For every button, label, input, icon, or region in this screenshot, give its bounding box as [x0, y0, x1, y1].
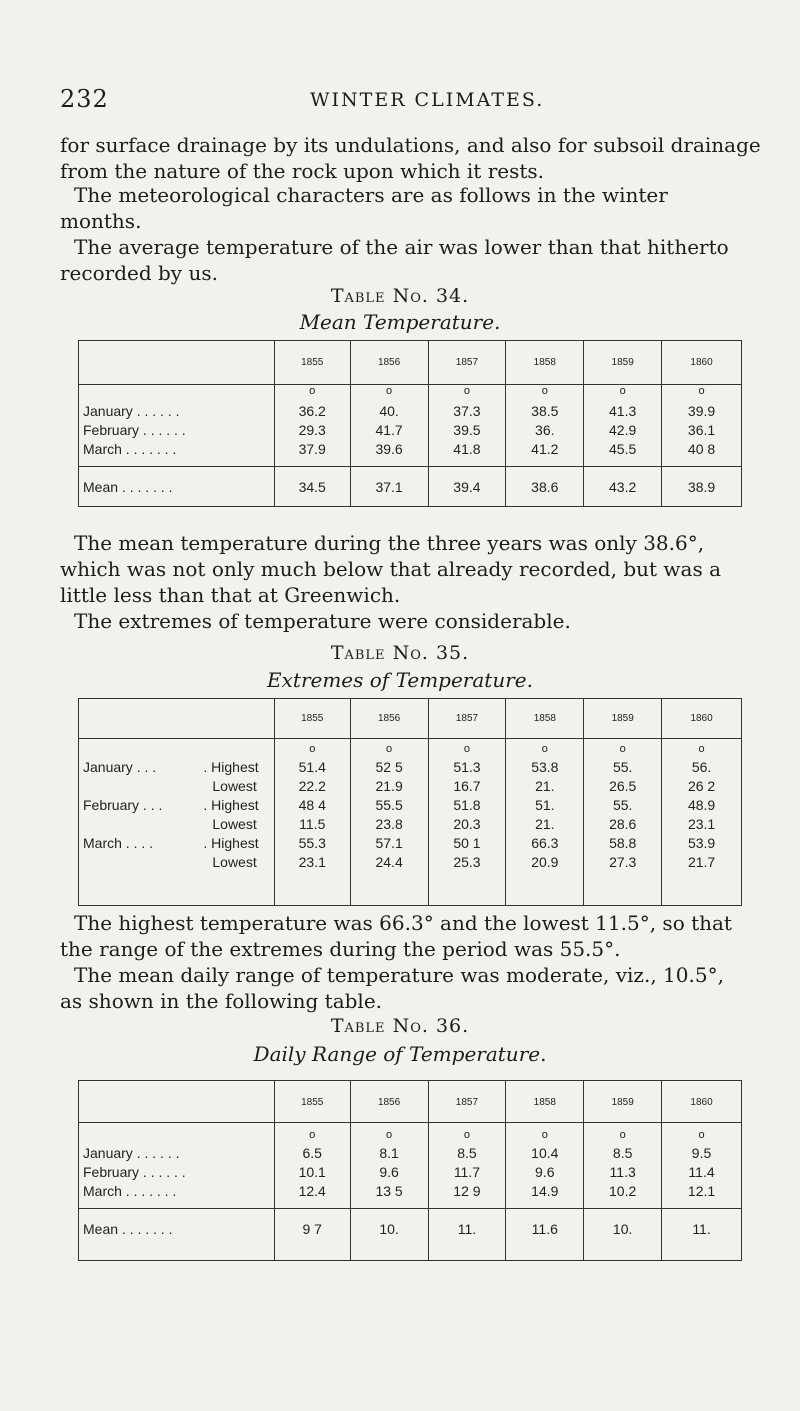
cell-value: 53.8 — [506, 759, 584, 778]
running-title: WINTER CLIMATES. — [310, 89, 545, 111]
table-row — [79, 797, 742, 816]
cell-value: 55. — [584, 759, 662, 778]
row-kind: Lowest — [203, 816, 274, 835]
cell-value: 38.9 — [662, 467, 742, 507]
cell-value: 11.6 — [506, 1209, 584, 1261]
cell-value: 51. — [506, 797, 584, 816]
row-month: January . . . — [79, 759, 204, 778]
cell-value: 56. — [662, 759, 742, 778]
cell-value: 12 9 — [428, 1183, 506, 1209]
text-line: The mean daily range of temperature was moderate, viz., 10.5°, — [74, 963, 724, 987]
row-label: February . . . . . . — [79, 422, 275, 441]
table-36-subtitle: Daily Range of Temperature. — [253, 1042, 547, 1066]
paragraph-highest-lowest — [60, 910, 740, 962]
cell-value: 6.5 — [274, 1145, 350, 1164]
text-line: The extremes of temperature were considerable. — [74, 609, 571, 633]
cell-value: 51.4 — [274, 759, 350, 778]
row-kind: . Highest — [203, 797, 274, 816]
cell-value: 42.9 — [584, 422, 662, 441]
cell-value: 41.3 — [584, 403, 662, 422]
year-header: 1858 — [506, 699, 584, 739]
row-kind: Lowest — [203, 854, 274, 906]
paragraph-average — [60, 234, 740, 286]
cell-value: 11.4 — [662, 1164, 742, 1183]
cell-value: 39.4 — [428, 467, 506, 507]
header-corner — [203, 699, 274, 739]
cell-value: 26.5 — [584, 778, 662, 797]
cell-value: 11.3 — [584, 1164, 662, 1183]
paragraph-drainage — [60, 132, 761, 184]
paragraph-daily-range — [60, 962, 740, 1014]
text-line: recorded by us. — [60, 261, 218, 285]
cell-value: 51.3 — [428, 759, 506, 778]
year-header: 1857 — [428, 699, 506, 739]
text-line: The highest temperature was 66.3° and the lowest 11.5°, so that — [74, 911, 732, 935]
cell-value: 45.5 — [584, 441, 662, 467]
cell-value: 11.5 — [274, 816, 350, 835]
cell-value: 40 8 — [662, 441, 742, 467]
row-label: March . . . . . . . — [79, 1183, 275, 1209]
cell-value: 39.6 — [350, 441, 428, 467]
table-header-row — [79, 699, 742, 739]
cell-value: 43.2 — [584, 467, 662, 507]
table-35-title: Table No. 35. — [330, 642, 470, 664]
table-row — [79, 1183, 742, 1209]
degree-mark: o — [350, 739, 428, 759]
cell-value: 10. — [584, 1209, 662, 1261]
cell-value: 41.8 — [428, 441, 506, 467]
cell-value: 41.2 — [506, 441, 584, 467]
cell-value: 37.1 — [350, 467, 428, 507]
table-row — [79, 854, 742, 906]
paragraph-mean-temperature — [60, 530, 740, 608]
cell-value: 48 4 — [274, 797, 350, 816]
cell-value: 21.7 — [662, 854, 742, 906]
cell-value: 39.5 — [428, 422, 506, 441]
row-month: February . . . — [79, 797, 204, 816]
degree-mark: o — [274, 385, 350, 403]
year-header: 1860 — [662, 1081, 742, 1123]
cell-value: 55.3 — [274, 835, 350, 854]
cell-value: 37.9 — [274, 441, 350, 467]
cell-value: 10.4 — [506, 1145, 584, 1164]
degree-mark: o — [662, 739, 742, 759]
table-35-extremes-temperature — [78, 698, 742, 906]
cell-value: 8.5 — [428, 1145, 506, 1164]
degree-row — [79, 739, 742, 759]
year-header: 1855 — [274, 341, 350, 385]
row-month — [79, 816, 204, 835]
year-header: 1855 — [274, 1081, 350, 1123]
row-label: February . . . . . . — [79, 1164, 275, 1183]
header-corner — [79, 341, 275, 385]
table-row — [79, 835, 742, 854]
cell-value: 23.1 — [274, 854, 350, 906]
cell-value: 21. — [506, 778, 584, 797]
cell-value: 21.9 — [350, 778, 428, 797]
year-header: 1856 — [350, 341, 428, 385]
row-kind: Lowest — [203, 778, 274, 797]
degree-mark: o — [350, 1123, 428, 1145]
degree-mark: o — [428, 739, 506, 759]
year-header: 1855 — [274, 699, 350, 739]
cell-value: 9 7 — [274, 1209, 350, 1261]
cell-value: 20.3 — [428, 816, 506, 835]
cell-value: 22.2 — [274, 778, 350, 797]
degree-mark: o — [506, 385, 584, 403]
table-row — [79, 441, 742, 467]
cell-value: 24.4 — [350, 854, 428, 906]
cell-value: 12.1 — [662, 1183, 742, 1209]
table-row — [79, 778, 742, 797]
degree-mark: o — [274, 1123, 350, 1145]
cell-value: 11.7 — [428, 1164, 506, 1183]
row-label: March . . . . . . . — [79, 441, 275, 467]
year-header: 1856 — [350, 699, 428, 739]
degree-mark: o — [584, 1123, 662, 1145]
row-kind: . Highest — [203, 759, 274, 778]
table-header-row — [79, 1081, 742, 1123]
degree-mark: o — [428, 1123, 506, 1145]
page-number: 232 — [60, 85, 109, 113]
cell-value: 29.3 — [274, 422, 350, 441]
table-row — [79, 422, 742, 441]
table-36-title: Table No. 36. — [330, 1015, 470, 1037]
cell-value: 51.8 — [428, 797, 506, 816]
degree-row — [79, 1123, 742, 1145]
row-month: March . . . . — [79, 835, 204, 854]
cell-value: 52 5 — [350, 759, 428, 778]
degree-mark: o — [662, 1123, 742, 1145]
paragraph-meteorological — [60, 182, 740, 234]
year-header: 1860 — [662, 699, 742, 739]
degree-mark: o — [506, 1123, 584, 1145]
year-header: 1858 — [506, 1081, 584, 1123]
cell-value: 11. — [662, 1209, 742, 1261]
degree-mark: o — [584, 385, 662, 403]
cell-value: 58.8 — [584, 835, 662, 854]
cell-value: 11. — [428, 1209, 506, 1261]
cell-value: 20.9 — [506, 854, 584, 906]
table-34-mean-temperature — [78, 340, 742, 507]
cell-value: 34.5 — [274, 467, 350, 507]
row-label: Mean . . . . . . . — [79, 467, 275, 507]
header-corner — [79, 699, 204, 739]
cell-value: 9.6 — [350, 1164, 428, 1183]
row-label: January . . . . . . — [79, 403, 275, 422]
table-row — [79, 1164, 742, 1183]
table-row — [79, 1145, 742, 1164]
cell-value: 39.9 — [662, 403, 742, 422]
cell-value: 37.3 — [428, 403, 506, 422]
text-line: months. — [60, 209, 142, 233]
row-kind: . Highest — [203, 835, 274, 854]
cell-value: 8.5 — [584, 1145, 662, 1164]
table-34-title: Table No. 34. — [330, 285, 470, 307]
cell-value: 8.1 — [350, 1145, 428, 1164]
cell-value: 12.4 — [274, 1183, 350, 1209]
year-header: 1860 — [662, 341, 742, 385]
cell-value: 40. — [350, 403, 428, 422]
table-row — [79, 403, 742, 422]
text-line: from the nature of the rock upon which it rests. — [60, 159, 545, 183]
cell-value: 55. — [584, 797, 662, 816]
text-line: The mean temperature during the three years was only 38.6°, — [74, 531, 705, 555]
header-corner — [79, 1081, 275, 1123]
cell-value: 41.7 — [350, 422, 428, 441]
cell-value: 13 5 — [350, 1183, 428, 1209]
cell-value: 27.3 — [584, 854, 662, 906]
text-line: for surface drainage by its undulations, and also for subsoil drainage — [60, 133, 761, 157]
table-34-subtitle: Mean Temperature. — [299, 310, 501, 334]
row-label: Mean . . . . . . . — [79, 1209, 275, 1261]
degree-mark: o — [428, 385, 506, 403]
year-header: 1858 — [506, 341, 584, 385]
row-month — [79, 854, 204, 906]
cell-value: 23.1 — [662, 816, 742, 835]
text-line: The meteorological characters are as follows in the winter — [74, 183, 668, 207]
degree-mark: o — [274, 739, 350, 759]
year-header: 1859 — [584, 699, 662, 739]
cell-value: 53.9 — [662, 835, 742, 854]
running-head — [0, 85, 800, 115]
degree-mark: o — [350, 385, 428, 403]
year-header: 1859 — [584, 1081, 662, 1123]
row-month — [79, 778, 204, 797]
cell-value: 28.6 — [584, 816, 662, 835]
cell-value: 26 2 — [662, 778, 742, 797]
text-line: the range of the extremes during the period was 55.5°. — [60, 937, 621, 961]
paragraph-extremes — [60, 608, 740, 634]
degree-mark: o — [584, 739, 662, 759]
degree-mark: o — [506, 739, 584, 759]
text-line: which was not only much below that already recorded, but was a — [60, 557, 721, 581]
cell-value: 38.6 — [506, 467, 584, 507]
mean-row — [79, 1209, 742, 1261]
cell-value: 36.1 — [662, 422, 742, 441]
table-row — [79, 759, 742, 778]
cell-value: 36. — [506, 422, 584, 441]
cell-value: 38.5 — [506, 403, 584, 422]
text-line: The average temperature of the air was lower than that hitherto — [74, 235, 729, 259]
cell-value: 21. — [506, 816, 584, 835]
row-label: January . . . . . . — [79, 1145, 275, 1164]
cell-value: 25.3 — [428, 854, 506, 906]
degree-row — [79, 385, 742, 403]
table-36-daily-range — [78, 1080, 742, 1261]
cell-value: 57.1 — [350, 835, 428, 854]
table-35-subtitle: Extremes of Temperature. — [267, 668, 533, 692]
cell-value: 10.2 — [584, 1183, 662, 1209]
cell-value: 9.5 — [662, 1145, 742, 1164]
degree-mark: o — [662, 385, 742, 403]
cell-value: 9.6 — [506, 1164, 584, 1183]
cell-value: 23.8 — [350, 816, 428, 835]
mean-row — [79, 467, 742, 507]
text-line: little less than that at Greenwich. — [60, 583, 401, 607]
cell-value: 36.2 — [274, 403, 350, 422]
cell-value: 66.3 — [506, 835, 584, 854]
cell-value: 55.5 — [350, 797, 428, 816]
cell-value: 14.9 — [506, 1183, 584, 1209]
year-header: 1857 — [428, 341, 506, 385]
year-header: 1859 — [584, 341, 662, 385]
table-header-row — [79, 341, 742, 385]
cell-value: 10. — [350, 1209, 428, 1261]
table-row — [79, 816, 742, 835]
cell-value: 16.7 — [428, 778, 506, 797]
year-header: 1857 — [428, 1081, 506, 1123]
cell-value: 10.1 — [274, 1164, 350, 1183]
cell-value: 48.9 — [662, 797, 742, 816]
year-header: 1856 — [350, 1081, 428, 1123]
cell-value: 50 1 — [428, 835, 506, 854]
text-line: as shown in the following table. — [60, 989, 383, 1013]
